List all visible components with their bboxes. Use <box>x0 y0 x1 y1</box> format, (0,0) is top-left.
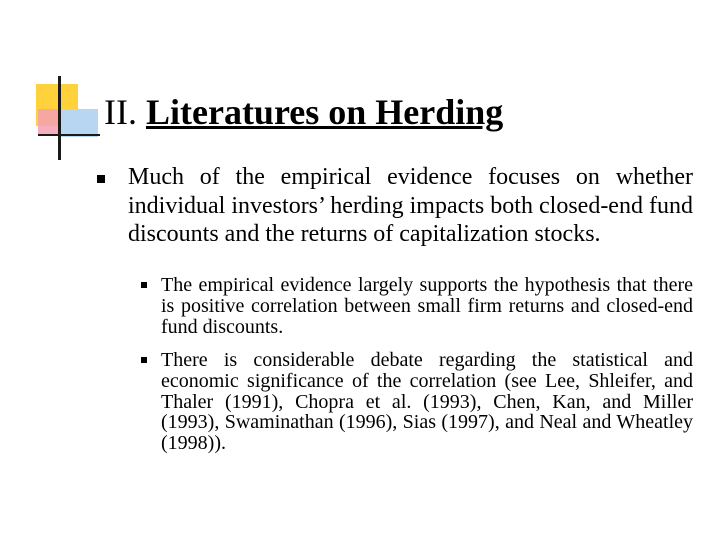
bullet-square-icon <box>141 357 147 363</box>
sub-bullet-1 <box>141 275 696 337</box>
decorative-logo <box>30 76 100 166</box>
title-number: II. <box>104 92 137 132</box>
logo-vertical-line <box>58 76 61 160</box>
slide-title <box>104 90 503 134</box>
logo-blue-square <box>58 109 98 137</box>
sub-bullet-2-text: There is considerable debate regarding the statistical and economic significance of the correlation (see Lee, Shleifer, and Thaler (1991), Chopra et al. (1993), Chen, Kan, and Miller (1993), Swaminathan (1996), Sias (1997), and Neal and Wheatley (1998)). <box>161 349 693 455</box>
logo-horizontal-line <box>38 134 100 136</box>
bullet-square-icon <box>97 175 105 183</box>
sub-bullet-2 <box>141 350 696 454</box>
sub-bullet-1-text: The empirical evidence largely supports the hypothesis that there is positive correlation between small firm returns and closed-end fund discounts. <box>161 274 693 338</box>
main-bullet-text: Much of the empirical evidence focuses on whether individual investors’ herding impacts both closed-end fund discounts and the returns of capitalization stocks. <box>128 164 693 247</box>
title-text: Literatures on Herding <box>145 92 504 132</box>
bullet-square-icon <box>141 282 147 288</box>
main-bullet <box>97 163 697 249</box>
